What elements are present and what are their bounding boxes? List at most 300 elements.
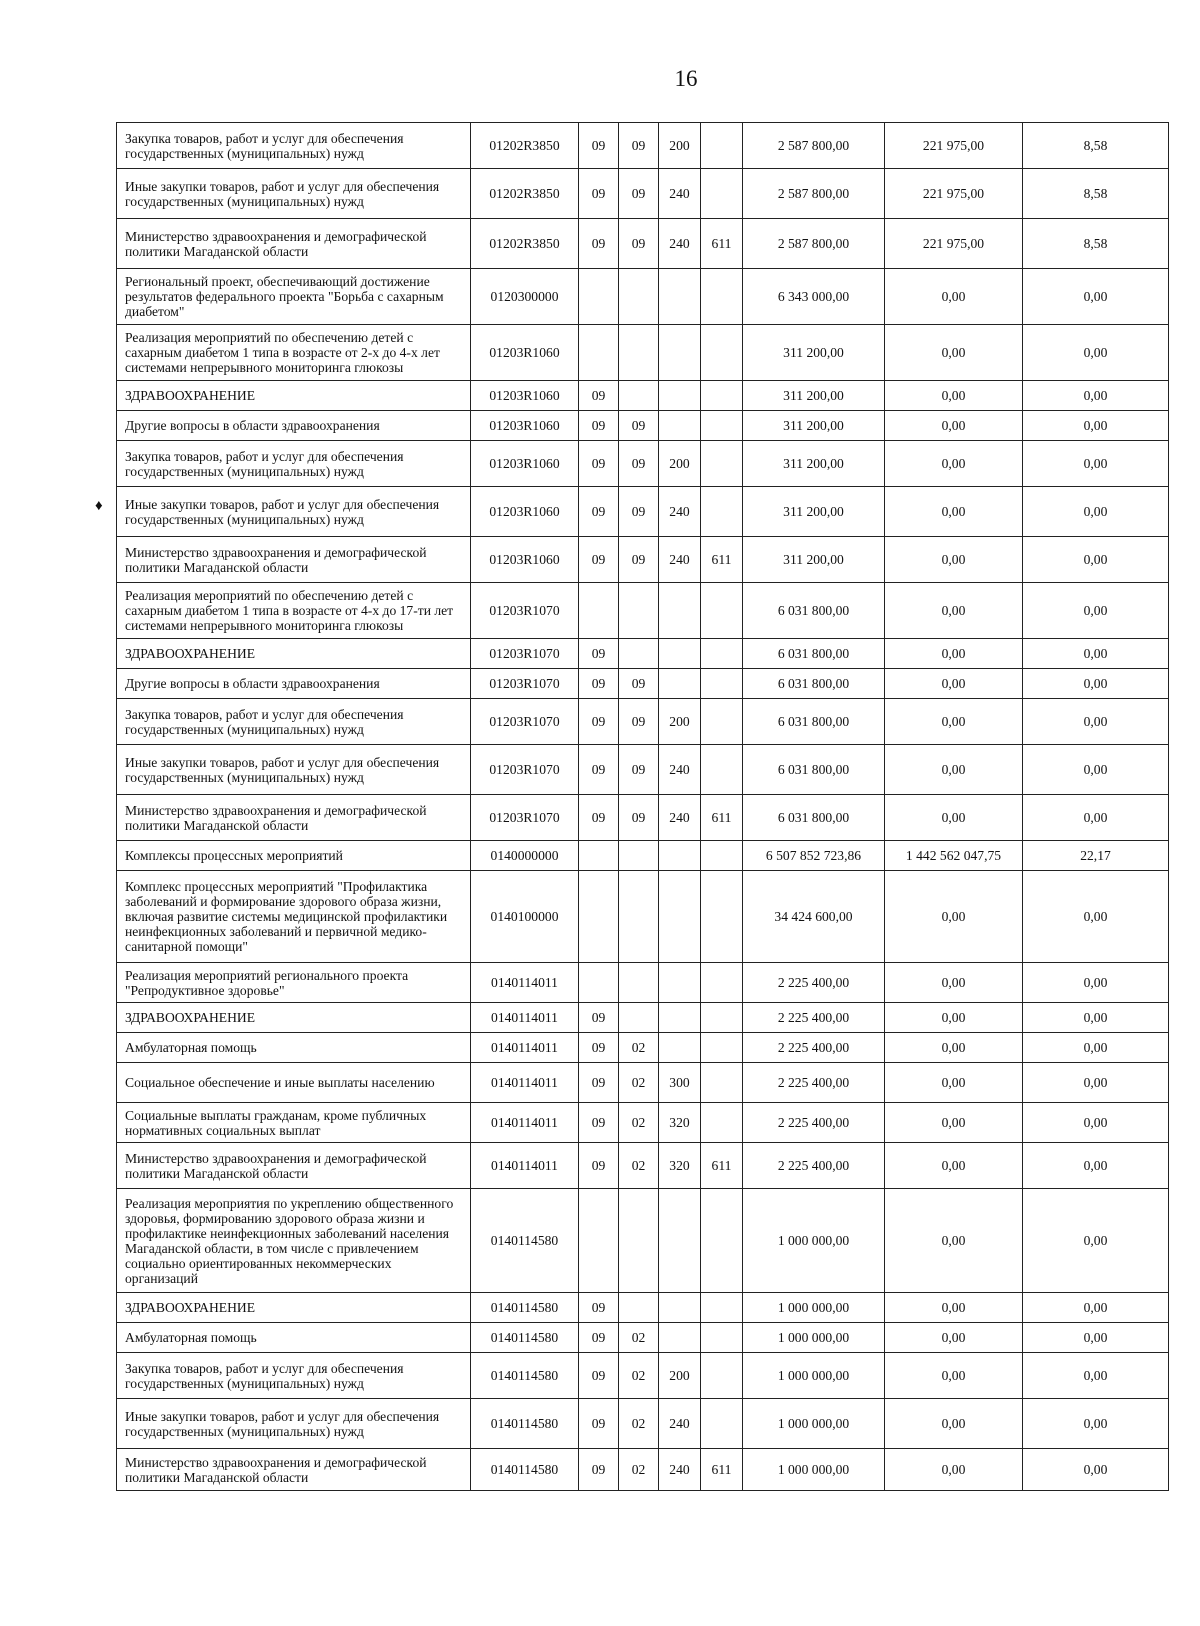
row-name: ЗДРАВООХРАНЕНИЕ [117,1293,471,1323]
planned-amount: 2 225 400,00 [743,1003,885,1033]
actual-amount: 0,00 [885,583,1023,639]
target-code: 0140114580 [471,1293,579,1323]
target-code: 01203R1070 [471,639,579,669]
table-row [117,795,1169,841]
actual-amount: 0,00 [885,325,1023,381]
execution-percent: 0,00 [1023,269,1169,325]
expense-type-code [659,871,701,963]
target-code: 0140114580 [471,1323,579,1353]
table-row [117,269,1169,325]
actual-amount: 0,00 [885,269,1023,325]
subsection-code: 02 [619,1103,659,1143]
target-code: 01203R1070 [471,583,579,639]
execution-percent: 0,00 [1023,325,1169,381]
row-name: Закупка товаров, работ и услуг для обеспечения государственных (муниципальных) нужд [117,1353,471,1399]
expense-type-code [659,1003,701,1033]
planned-amount: 2 225 400,00 [743,1143,885,1189]
actual-amount: 0,00 [885,1063,1023,1103]
admin-code [701,169,743,219]
execution-percent: 0,00 [1023,441,1169,487]
section-code: 09 [579,795,619,841]
subsection-code [619,1293,659,1323]
page-number: 16 [674,66,698,91]
admin-code [701,871,743,963]
subsection-code: 09 [619,699,659,745]
planned-amount: 1 000 000,00 [743,1399,885,1449]
scan-speck-mark: ♦ [95,498,103,514]
target-code: 01202R3850 [471,169,579,219]
execution-percent: 0,00 [1023,381,1169,411]
expense-type-code: 240 [659,1399,701,1449]
actual-amount: 0,00 [885,1003,1023,1033]
actual-amount: 0,00 [885,871,1023,963]
expense-type-code [659,325,701,381]
admin-code [701,583,743,639]
target-code: 0140100000 [471,871,579,963]
subsection-code: 09 [619,411,659,441]
admin-code [701,1189,743,1293]
expense-type-code [659,381,701,411]
row-name: Министерство здравоохранения и демографической политики Магаданской области [117,537,471,583]
execution-percent: 0,00 [1023,583,1169,639]
table-row [117,1293,1169,1323]
table-row [117,841,1169,871]
row-name: Реализация мероприятий по обеспечению детей с сахарным диабетом 1 типа в возрасте от 4-х до 17-ти лет системами непрерывного мониторинга глюкозы [117,583,471,639]
subsection-code: 09 [619,123,659,169]
actual-amount: 0,00 [885,1293,1023,1323]
actual-amount: 221 975,00 [885,169,1023,219]
planned-amount: 2 587 800,00 [743,219,885,269]
admin-code [701,639,743,669]
target-code: 01203R1060 [471,325,579,381]
actual-amount: 1 442 562 047,75 [885,841,1023,871]
admin-code: 611 [701,537,743,583]
row-name: Закупка товаров, работ и услуг для обеспечения государственных (муниципальных) нужд [117,699,471,745]
subsection-code [619,1189,659,1293]
row-name: Закупка товаров, работ и услуг для обеспечения государственных (муниципальных) нужд [117,123,471,169]
section-code: 09 [579,1449,619,1491]
planned-amount: 6 031 800,00 [743,699,885,745]
planned-amount: 6 031 800,00 [743,669,885,699]
subsection-code: 02 [619,1063,659,1103]
subsection-code [619,963,659,1003]
section-code: 09 [579,1143,619,1189]
target-code: 01203R1060 [471,441,579,487]
planned-amount: 34 424 600,00 [743,871,885,963]
section-code: 09 [579,1033,619,1063]
row-name: ЗДРАВООХРАНЕНИЕ [117,1003,471,1033]
expense-type-code: 240 [659,795,701,841]
expense-type-code: 320 [659,1103,701,1143]
budget-table [116,122,1169,1491]
table-body [117,123,1169,1491]
table-row [117,1449,1169,1491]
execution-percent: 0,00 [1023,487,1169,537]
execution-percent: 0,00 [1023,1189,1169,1293]
subsection-code: 09 [619,537,659,583]
target-code: 0140114011 [471,963,579,1003]
admin-code [701,487,743,537]
subsection-code [619,1003,659,1033]
planned-amount: 311 200,00 [743,411,885,441]
row-name: Реализация мероприятий по обеспечению детей с сахарным диабетом 1 типа в возрасте от 2-х до 4-х лет системами непрерывного мониторинга глюкозы [117,325,471,381]
subsection-code: 09 [619,169,659,219]
subsection-code [619,381,659,411]
actual-amount: 0,00 [885,441,1023,487]
actual-amount: 0,00 [885,1033,1023,1063]
section-code [579,1189,619,1293]
row-name: Амбулаторная помощь [117,1323,471,1353]
section-code: 09 [579,669,619,699]
table-row [117,441,1169,487]
target-code: 0140114580 [471,1353,579,1399]
row-name: Министерство здравоохранения и демографической политики Магаданской области [117,1143,471,1189]
section-code [579,325,619,381]
row-name: Реализация мероприятий регионального проекта "Репродуктивное здоровье" [117,963,471,1003]
row-name: ЗДРАВООХРАНЕНИЕ [117,639,471,669]
target-code: 01202R3850 [471,219,579,269]
actual-amount: 0,00 [885,1353,1023,1399]
planned-amount: 2 225 400,00 [743,963,885,1003]
target-code: 01202R3850 [471,123,579,169]
target-code: 0140114580 [471,1399,579,1449]
section-code: 09 [579,1003,619,1033]
target-code: 0140114011 [471,1003,579,1033]
row-name: Закупка товаров, работ и услуг для обеспечения государственных (муниципальных) нужд [117,441,471,487]
planned-amount: 6 031 800,00 [743,639,885,669]
admin-code [701,841,743,871]
row-name: Социальное обеспечение и иные выплаты населению [117,1063,471,1103]
admin-code [701,699,743,745]
row-name: Другие вопросы в области здравоохранения [117,669,471,699]
section-code: 09 [579,169,619,219]
expense-type-code [659,1293,701,1323]
row-name: Социальные выплаты гражданам, кроме публичных нормативных социальных выплат [117,1103,471,1143]
planned-amount: 1 000 000,00 [743,1449,885,1491]
table-row [117,1399,1169,1449]
subsection-code: 02 [619,1323,659,1353]
subsection-code: 02 [619,1143,659,1189]
actual-amount: 0,00 [885,381,1023,411]
expense-type-code [659,963,701,1003]
section-code: 09 [579,639,619,669]
admin-code [701,1293,743,1323]
target-code: 01203R1060 [471,411,579,441]
row-name: Иные закупки товаров, работ и услуг для обеспечения государственных (муниципальных) нужд [117,169,471,219]
actual-amount: 0,00 [885,795,1023,841]
table-row [117,1189,1169,1293]
section-code: 09 [579,1103,619,1143]
section-code: 09 [579,381,619,411]
table-row [117,1323,1169,1353]
expense-type-code [659,583,701,639]
table-row [117,411,1169,441]
admin-code [701,411,743,441]
admin-code [701,745,743,795]
execution-percent: 0,00 [1023,1293,1169,1323]
table-row [117,639,1169,669]
target-code: 01203R1070 [471,795,579,841]
actual-amount: 221 975,00 [885,123,1023,169]
planned-amount: 6 031 800,00 [743,745,885,795]
expense-type-code: 240 [659,745,701,795]
execution-percent: 0,00 [1023,411,1169,441]
planned-amount: 6 031 800,00 [743,795,885,841]
table-row [117,1003,1169,1033]
row-name: Министерство здравоохранения и демографической политики Магаданской области [117,1449,471,1491]
section-code: 09 [579,487,619,537]
planned-amount: 2 225 400,00 [743,1063,885,1103]
subsection-code [619,639,659,669]
execution-percent: 0,00 [1023,669,1169,699]
execution-percent: 8,58 [1023,219,1169,269]
table-row [117,745,1169,795]
actual-amount: 221 975,00 [885,219,1023,269]
execution-percent: 0,00 [1023,537,1169,583]
admin-code [701,123,743,169]
table-row [117,381,1169,411]
execution-percent: 0,00 [1023,963,1169,1003]
section-code [579,963,619,1003]
execution-percent: 0,00 [1023,1323,1169,1353]
table-row [117,487,1169,537]
subsection-code: 02 [619,1449,659,1491]
admin-code [701,1323,743,1353]
execution-percent: 22,17 [1023,841,1169,871]
expense-type-code [659,1189,701,1293]
subsection-code: 09 [619,795,659,841]
table-row [117,1353,1169,1399]
actual-amount: 0,00 [885,669,1023,699]
row-name: Комплексы процессных мероприятий [117,841,471,871]
admin-code [701,1033,743,1063]
section-code: 09 [579,123,619,169]
admin-code: 611 [701,219,743,269]
section-code: 09 [579,441,619,487]
subsection-code: 09 [619,745,659,795]
expense-type-code [659,669,701,699]
execution-percent: 0,00 [1023,1003,1169,1033]
actual-amount: 0,00 [885,1449,1023,1491]
actual-amount: 0,00 [885,745,1023,795]
execution-percent: 0,00 [1023,639,1169,669]
actual-amount: 0,00 [885,1399,1023,1449]
section-code [579,871,619,963]
admin-code [701,1003,743,1033]
actual-amount: 0,00 [885,1143,1023,1189]
target-code: 01203R1060 [471,487,579,537]
actual-amount: 0,00 [885,963,1023,1003]
planned-amount: 311 200,00 [743,487,885,537]
subsection-code: 02 [619,1033,659,1063]
subsection-code: 09 [619,441,659,487]
execution-percent: 0,00 [1023,1449,1169,1491]
planned-amount: 2 587 800,00 [743,123,885,169]
admin-code [701,381,743,411]
table-row [117,1033,1169,1063]
expense-type-code: 200 [659,123,701,169]
row-name: Министерство здравоохранения и демографической политики Магаданской области [117,219,471,269]
table-row [117,169,1169,219]
expense-type-code: 240 [659,537,701,583]
execution-percent: 0,00 [1023,795,1169,841]
expense-type-code: 240 [659,487,701,537]
execution-percent: 8,58 [1023,123,1169,169]
planned-amount: 1 000 000,00 [743,1189,885,1293]
section-code: 09 [579,1323,619,1353]
section-code: 09 [579,537,619,583]
planned-amount: 311 200,00 [743,381,885,411]
execution-percent: 8,58 [1023,169,1169,219]
row-name: Иные закупки товаров, работ и услуг для обеспечения государственных (муниципальных) нужд [117,487,471,537]
row-name: Комплекс процессных мероприятий "Профилактика заболеваний и формирование здорового образа жизни, включая развитие системы медицинской профилактики неинфекционных заболеваний и первичной медико-санитарной помощи" [117,871,471,963]
planned-amount: 1 000 000,00 [743,1353,885,1399]
expense-type-code [659,639,701,669]
target-code: 0120300000 [471,269,579,325]
row-name: Другие вопросы в области здравоохранения [117,411,471,441]
admin-code: 611 [701,1449,743,1491]
planned-amount: 311 200,00 [743,441,885,487]
execution-percent: 0,00 [1023,1143,1169,1189]
expense-type-code [659,269,701,325]
admin-code [701,1399,743,1449]
table-row [117,1143,1169,1189]
row-name: Региональный проект, обеспечивающий достижение результатов федерального проекта "Борьба с сахарным диабетом" [117,269,471,325]
planned-amount: 6 343 000,00 [743,269,885,325]
target-code: 0140114011 [471,1103,579,1143]
execution-percent: 0,00 [1023,1063,1169,1103]
actual-amount: 0,00 [885,411,1023,441]
target-code: 0140114580 [471,1449,579,1491]
row-name: ЗДРАВООХРАНЕНИЕ [117,381,471,411]
planned-amount: 6 031 800,00 [743,583,885,639]
expense-type-code: 300 [659,1063,701,1103]
section-code: 09 [579,219,619,269]
table-row [117,325,1169,381]
admin-code [701,441,743,487]
execution-percent: 0,00 [1023,871,1169,963]
expense-type-code: 200 [659,1353,701,1399]
admin-code [701,1353,743,1399]
expense-type-code: 200 [659,699,701,745]
target-code: 0140114580 [471,1189,579,1293]
subsection-code [619,325,659,381]
subsection-code: 09 [619,487,659,537]
target-code: 0140114011 [471,1033,579,1063]
table-row [117,583,1169,639]
expense-type-code [659,1323,701,1353]
target-code: 0140000000 [471,841,579,871]
subsection-code: 02 [619,1353,659,1399]
section-code: 09 [579,699,619,745]
subsection-code [619,269,659,325]
section-code: 09 [579,1293,619,1323]
section-code [579,841,619,871]
planned-amount: 311 200,00 [743,325,885,381]
table-row [117,123,1169,169]
target-code: 0140114011 [471,1143,579,1189]
expense-type-code: 320 [659,1143,701,1189]
subsection-code [619,871,659,963]
admin-code [701,669,743,699]
planned-amount: 2 225 400,00 [743,1103,885,1143]
expense-type-code [659,1033,701,1063]
table-row [117,1103,1169,1143]
target-code: 01203R1060 [471,537,579,583]
admin-code: 611 [701,795,743,841]
table-row [117,219,1169,269]
admin-code [701,269,743,325]
execution-percent: 0,00 [1023,699,1169,745]
row-name: Иные закупки товаров, работ и услуг для обеспечения государственных (муниципальных) нужд [117,745,471,795]
table-row [117,699,1169,745]
expense-type-code: 240 [659,219,701,269]
actual-amount: 0,00 [885,1323,1023,1353]
subsection-code [619,841,659,871]
subsection-code: 09 [619,669,659,699]
section-code [579,583,619,639]
expense-type-code [659,841,701,871]
row-name: Министерство здравоохранения и демографической политики Магаданской области [117,795,471,841]
planned-amount: 2 225 400,00 [743,1033,885,1063]
table-row [117,871,1169,963]
actual-amount: 0,00 [885,487,1023,537]
target-code: 01203R1070 [471,699,579,745]
section-code [579,269,619,325]
actual-amount: 0,00 [885,1103,1023,1143]
section-code: 09 [579,745,619,795]
row-name: Амбулаторная помощь [117,1033,471,1063]
subsection-code: 02 [619,1399,659,1449]
table-row [117,963,1169,1003]
execution-percent: 0,00 [1023,745,1169,795]
planned-amount: 1 000 000,00 [743,1323,885,1353]
table-row [117,669,1169,699]
expense-type-code: 200 [659,441,701,487]
section-code: 09 [579,411,619,441]
execution-percent: 0,00 [1023,1033,1169,1063]
planned-amount: 6 507 852 723,86 [743,841,885,871]
row-name: Реализация мероприятия по укреплению общественного здоровья, формированию здорового образа жизни и профилактике неинфекционных заболеваний населения Магаданской области, в том числе с привлечением социально ориентированных некоммерческих организаций [117,1189,471,1293]
actual-amount: 0,00 [885,537,1023,583]
target-code: 01203R1070 [471,669,579,699]
execution-percent: 0,00 [1023,1399,1169,1449]
subsection-code: 09 [619,219,659,269]
planned-amount: 1 000 000,00 [743,1293,885,1323]
section-code: 09 [579,1353,619,1399]
target-code: 01203R1060 [471,381,579,411]
planned-amount: 2 587 800,00 [743,169,885,219]
admin-code [701,1103,743,1143]
table-row [117,1063,1169,1103]
target-code: 0140114011 [471,1063,579,1103]
admin-code: 611 [701,1143,743,1189]
execution-percent: 0,00 [1023,1103,1169,1143]
admin-code [701,1063,743,1103]
row-name: Иные закупки товаров, работ и услуг для обеспечения государственных (муниципальных) нужд [117,1399,471,1449]
expense-type-code: 240 [659,1449,701,1491]
execution-percent: 0,00 [1023,1353,1169,1399]
section-code: 09 [579,1399,619,1449]
actual-amount: 0,00 [885,639,1023,669]
expense-type-code: 240 [659,169,701,219]
section-code: 09 [579,1063,619,1103]
actual-amount: 0,00 [885,1189,1023,1293]
planned-amount: 311 200,00 [743,537,885,583]
target-code: 01203R1070 [471,745,579,795]
admin-code [701,963,743,1003]
admin-code [701,325,743,381]
